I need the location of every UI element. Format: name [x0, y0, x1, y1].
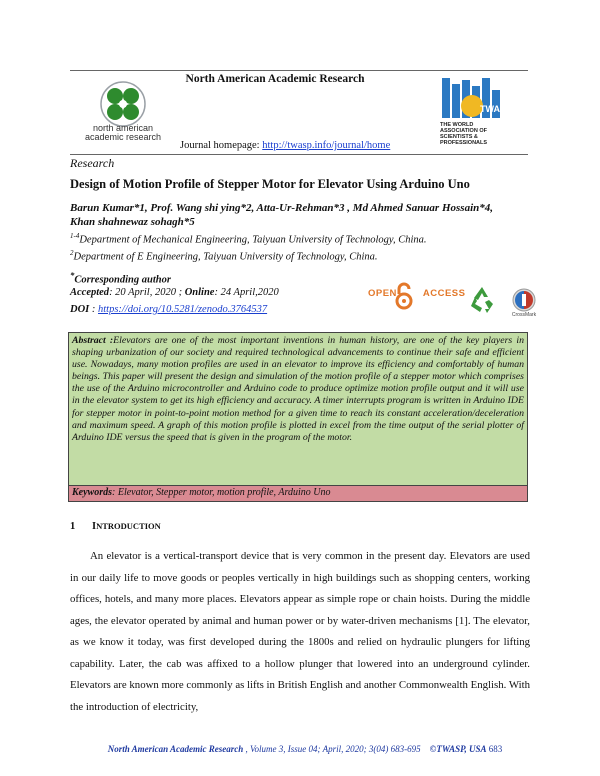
author-list: Barun Kumar*1, Prof. Wang shi ying*2, Atta-Ur-Rehman*3 , Md Ahmed Sanuar Hossain*4, Khan shahnewaz sohagh*5: [70, 202, 493, 228]
doi-link[interactable]: https://doi.org/10.5281/zenodo.3764537: [98, 304, 268, 315]
article-type: Research: [70, 156, 115, 170]
corresponding-author: *Corresponding author: [70, 270, 171, 286]
article-title: Design of Motion Profile of Stepper Motor for Elevator Using Arduino Uno: [70, 177, 470, 191]
open-access-badge: OPEN ACCESS: [368, 288, 466, 299]
keywords-label: Keywords: [72, 487, 112, 498]
crossmark-icon[interactable]: [512, 288, 536, 312]
journal-homepage: Journal homepage: http://twasp.info/journal/home: [180, 140, 391, 151]
keywords-text: : Elevator, Stepper motor, motion profile, Arduino Uno: [112, 487, 331, 498]
open-access-lock-icon: [394, 282, 414, 310]
journal-name: North American Academic Research: [185, 73, 365, 85]
abstract-box: [68, 332, 528, 486]
section-heading-introduction: 1 INTRODUCTION: [70, 521, 161, 532]
journal-logo-text: north american academic research: [84, 123, 162, 142]
introduction-paragraph: An elevator is a vertical-transport device that is very common in the present day. Elevators are used in our daily life to move goods or peoples vertically in high buildings such as shopping centers, working offices, hotels, and many more places. Elevators appear as simple rope or chain hoists. During the middle ages, the elevator operated by animal and human power or by water-driven mechanisms [1]. The elevator, as we know it today, was first developed during the 1800s and relied on hydraulic plungers for lifting capability. Later, the cab was affixed to a hollow plunger that lowered into an underground cylinder. Elevators are known more commonly as lifts in British English and another Commonwealth English. With the introduction of electricity,: [70, 550, 530, 713]
crossmark-label: CrossMark: [511, 312, 537, 318]
affiliation-1: $^{1-4}$Department of Mechanical Engineering, Taiyuan University of Technology, China.: [70, 232, 427, 246]
article-dates: Accepted: 20 April, 2020 ; Online: 24 April,2020: [70, 287, 279, 298]
introduction-body: [70, 546, 530, 718]
header-top-rule: [70, 70, 528, 71]
affiliation-2: $^2$Department of E Engineering, Taiyuan University of Technology, China.: [70, 249, 378, 263]
journal-homepage-link[interactable]: http://twasp.info/journal/home: [262, 140, 391, 151]
abstract-label: Abstract :: [72, 335, 114, 346]
svg-text:TWASP: TWASP: [480, 104, 513, 114]
page-footer: North American Academic Research , Volume 3, Issue 04; April, 2020; 3(04) 683-695 ©TWASP, USA 683: [107, 744, 503, 754]
header-bottom-rule: [70, 154, 528, 155]
keywords-box: [68, 486, 528, 502]
abstract-text: Elevators are one of the most important inventions in human history, are one of the key players in shaping urbanization of our society and required technological advancements to continue their safe and efficient use. Nowadays, many motion profiles are used in an elevator to improve its efficiency and comfortably of human beings. This paper will present the design and simulation of the motion profile of a stepper motor which comprises the use of the Arduino microcontroller and Arduino code to produce optimize motion profile output and it will use in the elevator system to get its high efficiency and accuracy. A timer interrupts program is written in Arduino IDE for stepper motor in point-to-point motion method for a given time to reach its constant acceleration/deceleration and maximum speed. A graph of this motion profile is plotted in excel from the time output of the serial plotter of Arduino IDE versus the speed that is given in the program of the motor.: [72, 335, 524, 443]
twasp-logo-text: THE WORLD ASSOCIATION OF SCIENTISTS & PROFESSIONALS: [440, 122, 488, 146]
article-doi: DOI : https://doi.org/10.5281/zenodo.3764537: [70, 304, 268, 315]
recycle-icon: [466, 284, 498, 316]
